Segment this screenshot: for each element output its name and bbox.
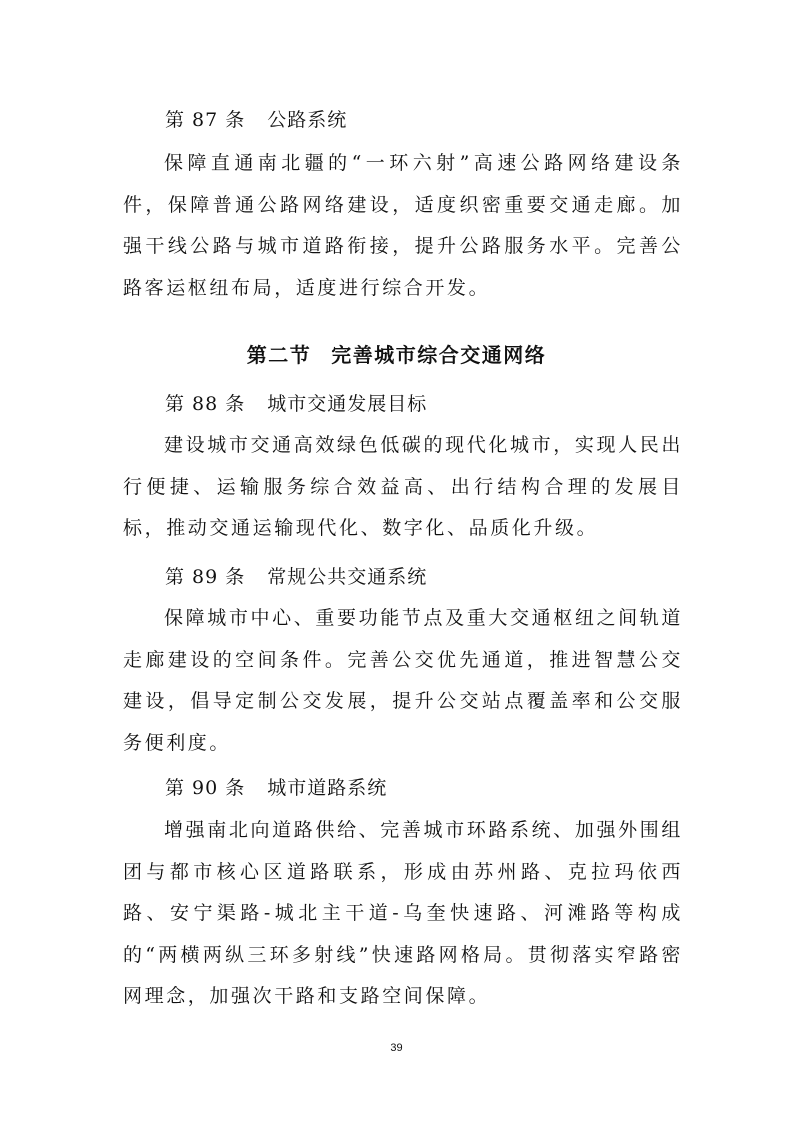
article-88-number: 第 88 条: [165, 393, 246, 415]
article-88-body: 建设城市交通高效绿色低碳的现代化城市，实现人民出行便捷、运输服务综合效益高、出行结构合理的发展目标，推动交通运输现代化、数字化、品质化升级。: [123, 434, 683, 539]
article-90-number: 第 90 条: [165, 777, 246, 799]
article-90-heading: [165, 776, 387, 800]
page-number: 39: [390, 1042, 403, 1054]
section-title: 完善城市综合交通网络: [331, 343, 547, 367]
article-87-body: 保障直通南北疆的“一环六射”高速公路网络建设条件，保障普通公路网络建设，适度织密重要交通走廊。加强干线公路与城市道路衔接，提升公路服务水平。完善公路客运枢纽布局，适度进行综合开发。: [123, 152, 683, 299]
article-90-title: 城市道路系统: [267, 777, 388, 799]
article-89-number: 第 89 条: [165, 566, 246, 588]
article-87-number: 第 87 条: [165, 109, 246, 131]
article-90-body: 增强南北向道路供给、完善城市环路系统、加强外围组团与都市核心区道路联系，形成由苏州路、克拉玛依西路、安宁渠路-城北主干道-乌奎快速路、河滩路等构成的“两横两纵三环多射线”快速路网格局。贯彻落实窄路密网理念，加强次干路和支路空间保障。: [123, 819, 683, 1007]
section-heading: [0, 342, 793, 368]
article-89-body: 保障城市中心、重要功能节点及重大交通枢纽之间轨道走廊建设的空间条件。完善公交优先通道，推进智慧公交建设，倡导定制公交发展，提升公交站点覆盖率和公交服务便利度。: [123, 607, 683, 754]
article-89-title: 常规公共交通系统: [267, 566, 428, 588]
article-88-heading: [165, 392, 427, 416]
article-87-title: 公路系统: [267, 109, 348, 131]
section-number: 第二节: [246, 343, 312, 367]
article-87-heading: [165, 108, 347, 132]
article-89-heading: [165, 565, 427, 589]
article-88-title: 城市交通发展目标: [267, 393, 428, 415]
